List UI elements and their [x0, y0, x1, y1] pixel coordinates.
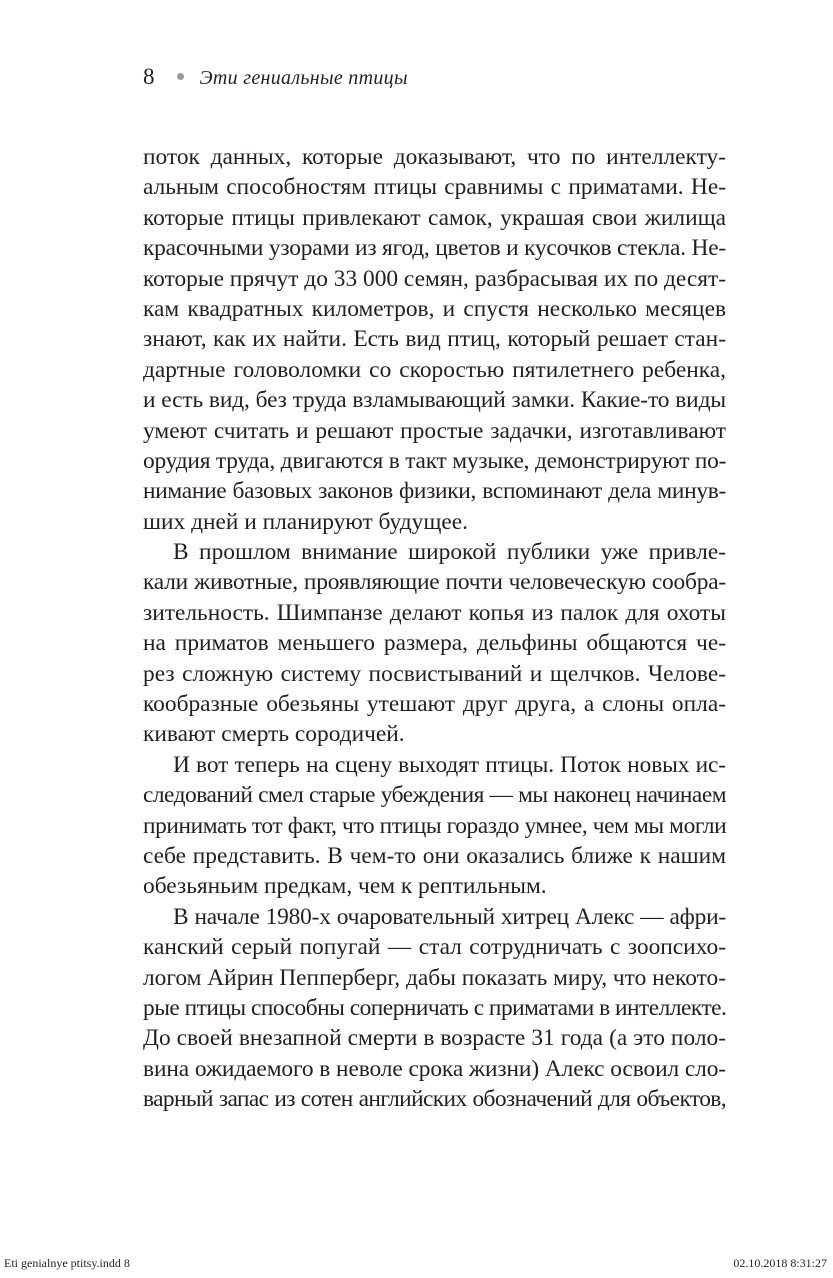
running-title: Эти гениальные птицы — [199, 67, 408, 89]
text-line: следований смел старые убеждения — мы наконец начинаем — [143, 782, 726, 809]
text-line: нимание базовых законов физики, вспоминают дела минув- — [143, 478, 726, 505]
text-line: умеют считать и решают простые задачки, изготавливают — [143, 417, 726, 444]
text-line: рез сложную систему посвистываний и щелчков. Челове- — [143, 660, 726, 687]
text-line: себе представить. В чем-то они оказались ближе к нашим — [143, 842, 726, 869]
text-line: кали животные, проявляющие почти человеческую сообра- — [143, 569, 726, 596]
text-line: вина ожидаемого в неволе срока жизни) Алекс освоил сло- — [143, 1055, 726, 1082]
text-line: поток данных, которые доказывают, что по интеллекту- — [143, 144, 726, 170]
text-line: канский серый попугай — стал сотрудничать с зоопсихо- — [143, 934, 726, 961]
text-line: и есть вид, без труда взламывающий замки. Какие-то виды — [143, 387, 726, 414]
text-line: знают, как их найти. Есть вид птиц, который решает стан- — [143, 326, 726, 353]
separator-bullet-icon — [177, 73, 184, 80]
paragraph-2 — [143, 537, 726, 750]
text-line: И вот теперь на сцену выходят птицы. Поток новых ис- — [173, 751, 726, 778]
text-line: В прошлом внимание широкой публики уже привле- — [173, 539, 726, 566]
text-line: логом Айрин Пепперберг, дабы показать миру, что некото- — [143, 964, 726, 991]
text-line: варный запас из сотен английских обозначений для объектов, — [143, 1086, 726, 1113]
slug-file-info: Eti genialnye ptitsy.indd 8 — [4, 1256, 130, 1270]
paragraph-4 — [143, 902, 726, 1115]
text-line: кивают смерть сородичей. — [143, 721, 405, 748]
text-line: дартные головоломки со скоростью пятилетнего ребенка, — [143, 356, 726, 383]
running-head — [143, 62, 408, 93]
text-line: красочными узорами из ягод, цветов и кусочков стекла. Не- — [143, 235, 726, 262]
text-line: альным способностям птицы сравнимы с приматами. Не- — [143, 174, 726, 201]
text-line: зительность. Шимпанзе делают копья из палок для охоты — [143, 599, 726, 626]
paragraph-1 — [143, 142, 726, 537]
text-line: ших дней и планируют будущее. — [143, 508, 468, 535]
text-line: В начале 1980-х очаровательный хитрец Алекс — афри- — [173, 903, 726, 930]
page-number: 8 — [143, 64, 155, 89]
paragraph-3 — [143, 750, 726, 902]
slug-datetime: 02.10.2018 8:31:27 — [733, 1256, 827, 1270]
text-line: орудия труда, двигаются в такт музыке, демонстрируют по- — [143, 447, 727, 474]
text-line: которые прячут до 33 000 семян, разбрасывая их по десят- — [143, 265, 727, 292]
text-line: принимать тот факт, что птицы гораздо умнее, чем мы могли — [143, 812, 727, 839]
text-line: кообразные обезьяны утешают друг друга, а слоны опла- — [143, 691, 726, 718]
body-text — [143, 142, 726, 1115]
text-line: До своей внезапной смерти в возрасте 31 года (а это поло- — [143, 1025, 726, 1052]
text-line: которые птицы привлекают самок, украшая свои жилища — [143, 204, 726, 231]
text-line: обезьяньим предкам, чем к рептильным. — [143, 873, 547, 900]
text-line: рые птицы способны соперничать с приматами в интеллекте. — [143, 994, 727, 1021]
text-line: кам квадратных километров, и спустя несколько месяцев — [143, 295, 726, 322]
text-line: на приматов меньшего размера, дельфины общаются че- — [143, 630, 726, 657]
